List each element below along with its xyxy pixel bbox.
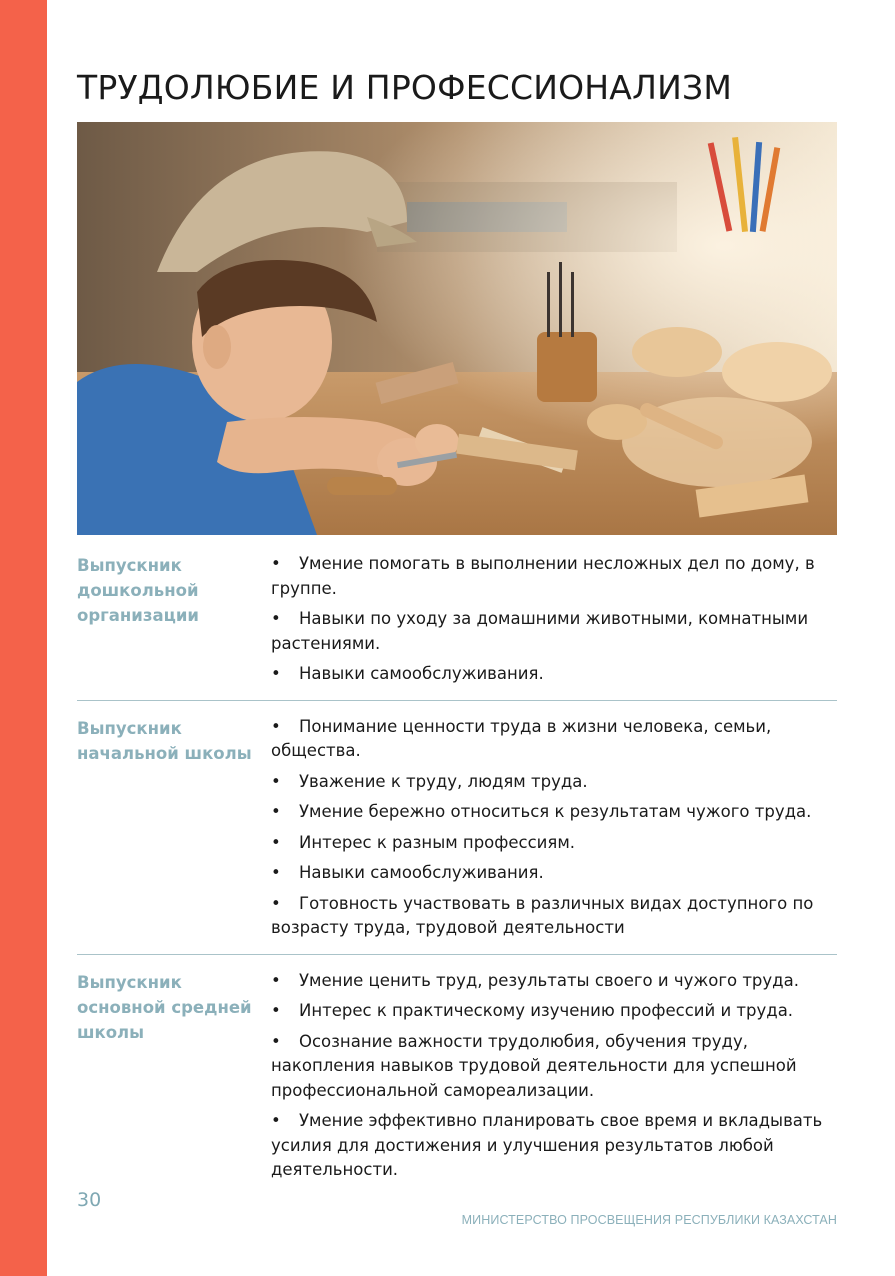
list-item (271, 999, 837, 1024)
bullet-icon: • (271, 970, 281, 990)
list-item (271, 607, 837, 656)
list-item (271, 800, 837, 825)
section-label: Выпускник начальной школы (77, 718, 252, 763)
list-item-text: Умение бережно относиться к результатам чужого труда. (299, 802, 812, 821)
list-item-text: Интерес к разным профессиям. (299, 832, 576, 852)
list-item-text: Осознание важности трудолюбия, обучения труду, накопления навыков трудовой деятельности для успешной профессиональной самореализации. (271, 1031, 797, 1100)
list-item (271, 831, 837, 856)
bullet-icon: • (271, 802, 281, 821)
accent-bar (0, 0, 47, 1276)
list-item-text: Умение эффективно планировать свое время и вкладывать усилия для достижения и улучшения результатов любой деятельности. (271, 1111, 823, 1179)
bullet-icon: • (271, 664, 281, 683)
section-primary-school (77, 715, 837, 955)
list-item (271, 662, 837, 687)
list-item-text: Навыки самообслуживания. (299, 664, 544, 683)
bullet-icon: • (271, 609, 281, 628)
bullet-icon: • (271, 893, 281, 913)
section-label: Выпускник дошкольной организации (77, 556, 199, 625)
section-items (271, 969, 837, 1189)
list-item (271, 770, 837, 795)
bullet-icon: • (271, 1001, 281, 1020)
list-item (271, 1109, 837, 1183)
bullet-icon: • (271, 716, 281, 736)
list-item-text: Навыки самообслуживания. (299, 863, 544, 882)
footer-organization: МИНИСТЕРСТВО ПРОСВЕЩЕНИЯ РЕСПУБЛИКИ КАЗАХСТАН (461, 1213, 837, 1227)
page-title: ТРУДОЛЮБИЕ И ПРОФЕССИОНАЛИЗМ (77, 68, 733, 107)
list-item-text: Умение помогать в выполнении несложных дел по дому, в группе. (271, 554, 815, 598)
section-secondary-school (77, 969, 837, 1196)
list-item-text: Интерес к практическому изучению профессий и труда. (299, 1001, 794, 1020)
list-item (271, 1030, 837, 1104)
section-label: Выпускник основной средней школы (77, 972, 252, 1042)
list-item (271, 552, 837, 601)
bullet-icon: • (271, 832, 281, 852)
list-item-text: Умение ценить труд, результаты своего и чужого труда. (299, 970, 799, 990)
list-item-text: Понимание ценности труда в жизни человека, семьи, общества. (271, 716, 772, 760)
woodcarving-photo (77, 122, 837, 535)
bullet-icon: • (271, 771, 281, 791)
list-item-text: Навыки по уходу за домашними животными, комнатными растениями. (271, 609, 809, 653)
list-item (271, 861, 837, 886)
list-item (271, 892, 837, 941)
list-item-text: Уважение к труду, людям труда. (299, 771, 588, 791)
bullet-icon: • (271, 554, 281, 573)
outcomes-table (77, 552, 837, 1210)
section-preschool (77, 552, 837, 701)
list-item-text: Готовность участвовать в различных видах доступного по возрасту труда, трудовой деятельности (271, 893, 814, 937)
bullet-icon: • (271, 863, 281, 882)
page-number: 30 (77, 1189, 102, 1211)
bullet-icon: • (271, 1031, 281, 1051)
list-item (271, 969, 837, 994)
section-items (271, 552, 837, 693)
list-item (271, 715, 837, 764)
bullet-icon: • (271, 1111, 281, 1130)
section-items (271, 715, 837, 947)
